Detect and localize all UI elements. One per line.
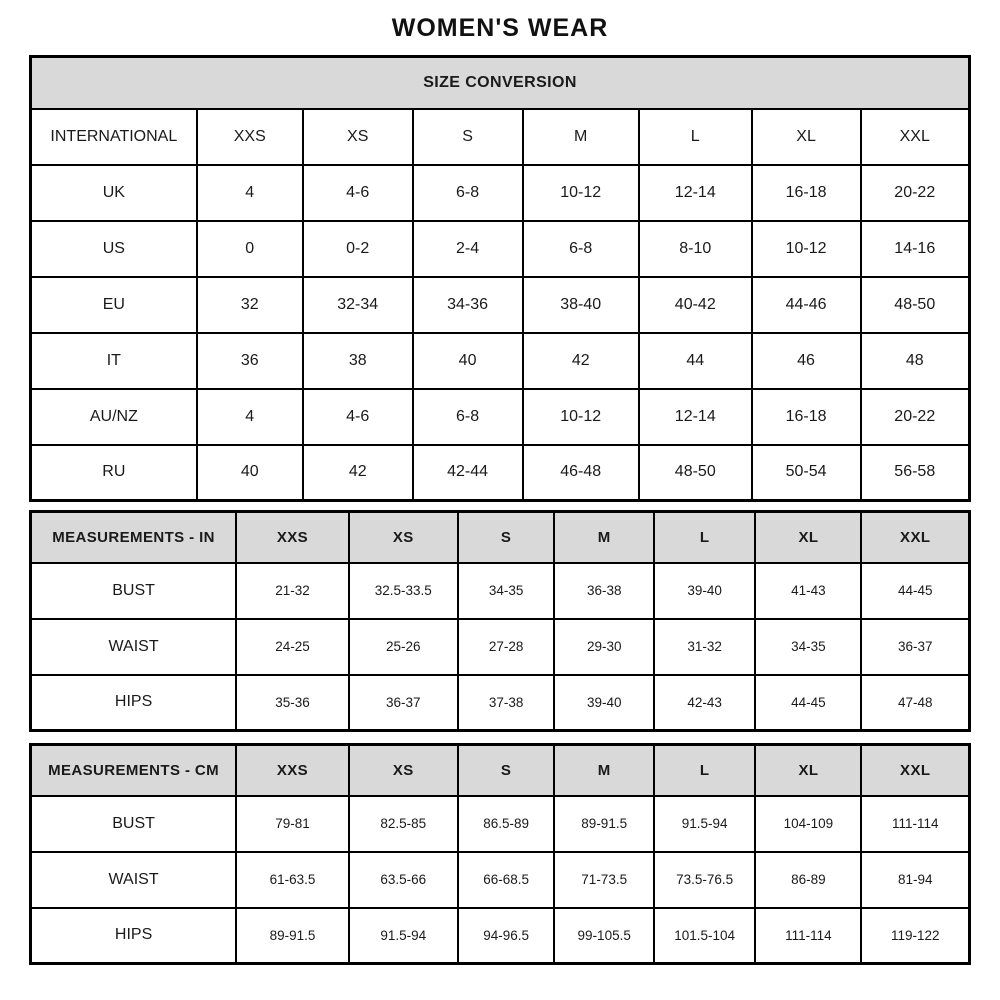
size-cell: 10-12 [523, 389, 639, 445]
table-row-bust-in [31, 563, 970, 619]
spacer [29, 732, 971, 743]
size-conversion-title: SIZE CONVERSION [31, 57, 970, 109]
table-row-hips-in [31, 675, 970, 731]
size-cell: 12-14 [639, 389, 752, 445]
size-cell: 0-2 [303, 221, 413, 277]
measure-cell: 34-35 [458, 563, 555, 619]
spacer [29, 502, 971, 510]
size-cell: 36 [197, 333, 303, 389]
size-cell: 20-22 [861, 389, 970, 445]
size-cell: 48 [861, 333, 970, 389]
size-cell: 6-8 [413, 165, 523, 221]
size-col-s: S [458, 745, 555, 796]
size-cell: 0 [197, 221, 303, 277]
table-row-bust-cm [31, 796, 970, 852]
measurements-in-header-row [31, 512, 970, 563]
measure-cell: 39-40 [654, 563, 755, 619]
measure-cell: 119-122 [861, 908, 969, 964]
table-row-waist-in [31, 619, 970, 675]
size-cell: 4 [197, 389, 303, 445]
measurements-in-title: MEASUREMENTS - IN [31, 512, 237, 563]
measure-cell: 44-45 [861, 563, 969, 619]
measure-cell: 66-68.5 [458, 852, 555, 908]
size-cell: 32 [197, 277, 303, 333]
international-label: INTERNATIONAL [31, 109, 197, 165]
measure-cell: 25-26 [349, 619, 458, 675]
measure-cell: 31-32 [654, 619, 755, 675]
measure-cell: 39-40 [554, 675, 654, 731]
measure-cell: 111-114 [755, 908, 861, 964]
table-row-it [31, 333, 970, 389]
row-label: EU [31, 277, 197, 333]
size-cell: 8-10 [639, 221, 752, 277]
size-header-row [31, 109, 970, 165]
size-col-xxl: XXL [861, 512, 969, 563]
size-cell: 42 [303, 445, 413, 501]
size-cell: 50-54 [752, 445, 861, 501]
size-cell: 14-16 [861, 221, 970, 277]
size-col-xs: XS [303, 109, 413, 165]
size-col-m: M [554, 745, 654, 796]
measure-cell: 29-30 [554, 619, 654, 675]
measure-cell: 86-89 [755, 852, 861, 908]
size-cell: 38-40 [523, 277, 639, 333]
size-conversion-table [29, 55, 971, 502]
size-cell: 12-14 [639, 165, 752, 221]
row-label: US [31, 221, 197, 277]
size-cell: 32-34 [303, 277, 413, 333]
size-cell: 48-50 [861, 277, 970, 333]
measure-cell: 104-109 [755, 796, 861, 852]
row-label: HIPS [31, 675, 237, 731]
row-label: BUST [31, 796, 237, 852]
row-label: IT [31, 333, 197, 389]
size-col-xxs: XXS [236, 512, 349, 563]
size-cell: 4-6 [303, 389, 413, 445]
size-col-xxl: XXL [861, 745, 969, 796]
size-cell: 42-44 [413, 445, 523, 501]
size-cell: 40 [197, 445, 303, 501]
size-cell: 2-4 [413, 221, 523, 277]
measure-cell: 111-114 [861, 796, 969, 852]
measure-cell: 91.5-94 [349, 908, 458, 964]
size-cell: 4 [197, 165, 303, 221]
size-col-xl: XL [755, 512, 861, 563]
size-col-xxs: XXS [236, 745, 349, 796]
size-col-s: S [413, 109, 523, 165]
measure-cell: 79-81 [236, 796, 349, 852]
table-row-aunz [31, 389, 970, 445]
table-row-ru [31, 445, 970, 501]
measure-cell: 42-43 [654, 675, 755, 731]
size-col-m: M [523, 109, 639, 165]
measure-cell: 34-35 [755, 619, 861, 675]
size-cell: 6-8 [413, 389, 523, 445]
measurements-cm-table [29, 743, 971, 965]
measure-cell: 36-38 [554, 563, 654, 619]
measure-cell: 47-48 [861, 675, 969, 731]
measurements-cm-header-row [31, 745, 970, 796]
measure-cell: 81-94 [861, 852, 969, 908]
size-col-xl: XL [752, 109, 861, 165]
size-cell: 42 [523, 333, 639, 389]
size-col-l: L [654, 745, 755, 796]
measure-cell: 63.5-66 [349, 852, 458, 908]
row-label: AU/NZ [31, 389, 197, 445]
size-cell: 40-42 [639, 277, 752, 333]
table-row-waist-cm [31, 852, 970, 908]
measure-cell: 71-73.5 [554, 852, 654, 908]
size-cell: 46 [752, 333, 861, 389]
measure-cell: 44-45 [755, 675, 861, 731]
size-cell: 40 [413, 333, 523, 389]
size-cell: 44 [639, 333, 752, 389]
row-label: HIPS [31, 908, 237, 964]
measure-cell: 73.5-76.5 [654, 852, 755, 908]
size-col-xxl: XXL [861, 109, 970, 165]
size-cell: 44-46 [752, 277, 861, 333]
size-cell: 10-12 [752, 221, 861, 277]
table-title-row [31, 57, 970, 109]
measure-cell: 61-63.5 [236, 852, 349, 908]
row-label: WAIST [31, 852, 237, 908]
row-label: RU [31, 445, 197, 501]
size-col-s: S [458, 512, 555, 563]
measure-cell: 89-91.5 [554, 796, 654, 852]
size-cell: 46-48 [523, 445, 639, 501]
table-row-hips-cm [31, 908, 970, 964]
measurements-cm-title: MEASUREMENTS - CM [31, 745, 237, 796]
measure-cell: 99-105.5 [554, 908, 654, 964]
size-cell: 38 [303, 333, 413, 389]
measure-cell: 94-96.5 [458, 908, 555, 964]
size-cell: 4-6 [303, 165, 413, 221]
size-cell: 16-18 [752, 389, 861, 445]
size-col-l: L [639, 109, 752, 165]
size-cell: 48-50 [639, 445, 752, 501]
table-row-us [31, 221, 970, 277]
size-col-xl: XL [755, 745, 861, 796]
size-col-m: M [554, 512, 654, 563]
measure-cell: 91.5-94 [654, 796, 755, 852]
size-col-xs: XS [349, 512, 458, 563]
measure-cell: 32.5-33.5 [349, 563, 458, 619]
measurements-in-table [29, 510, 971, 732]
table-row-uk [31, 165, 970, 221]
measure-cell: 101.5-104 [654, 908, 755, 964]
measure-cell: 36-37 [349, 675, 458, 731]
measure-cell: 35-36 [236, 675, 349, 731]
size-cell: 6-8 [523, 221, 639, 277]
measure-cell: 82.5-85 [349, 796, 458, 852]
page-title: WOMEN'S WEAR [391, 14, 609, 42]
size-cell: 34-36 [413, 277, 523, 333]
size-cell: 10-12 [523, 165, 639, 221]
measure-cell: 27-28 [458, 619, 555, 675]
size-col-xxs: XXS [197, 109, 303, 165]
measure-cell: 36-37 [861, 619, 969, 675]
table-row-eu [31, 277, 970, 333]
measure-cell: 21-32 [236, 563, 349, 619]
measure-cell: 41-43 [755, 563, 861, 619]
measure-cell: 86.5-89 [458, 796, 555, 852]
measure-cell: 37-38 [458, 675, 555, 731]
size-cell: 20-22 [861, 165, 970, 221]
size-col-xs: XS [349, 745, 458, 796]
size-cell: 56-58 [861, 445, 970, 501]
row-label: WAIST [31, 619, 237, 675]
row-label: UK [31, 165, 197, 221]
measure-cell: 24-25 [236, 619, 349, 675]
measure-cell: 89-91.5 [236, 908, 349, 964]
size-cell: 16-18 [752, 165, 861, 221]
row-label: BUST [31, 563, 237, 619]
size-col-l: L [654, 512, 755, 563]
